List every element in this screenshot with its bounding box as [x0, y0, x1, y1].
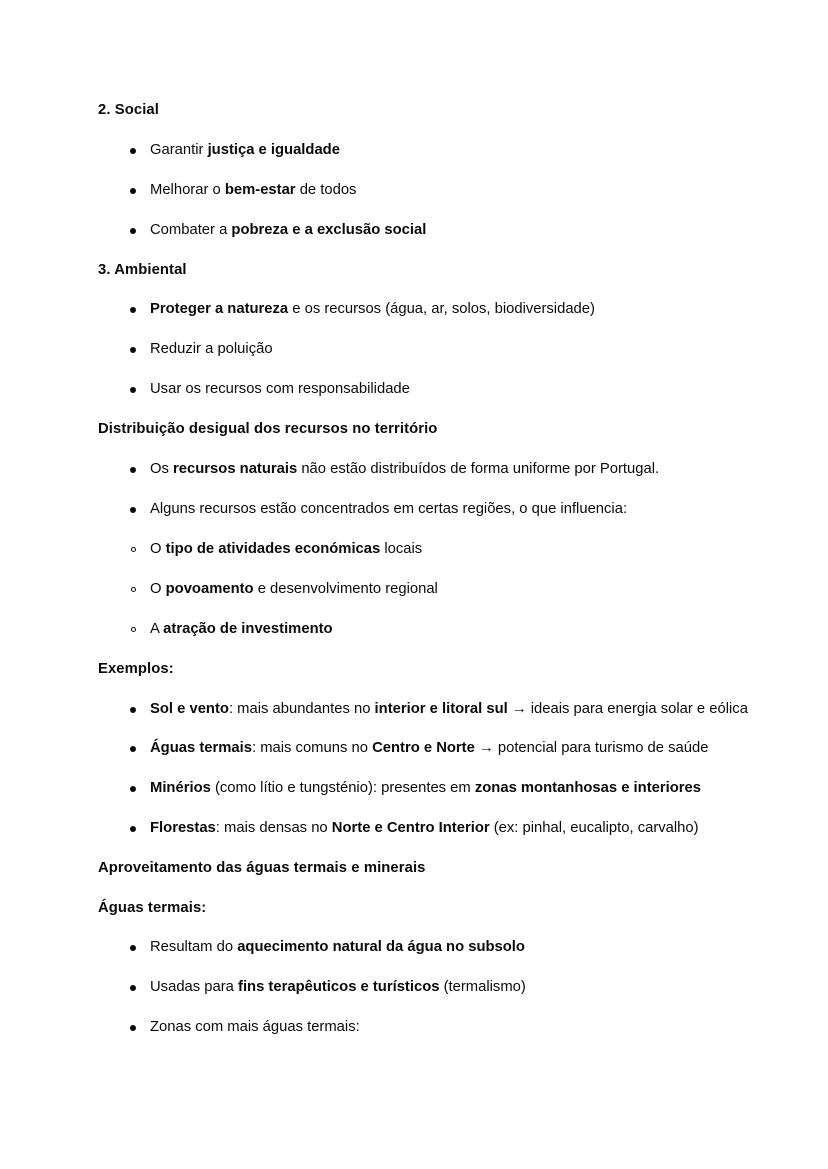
disc-bullet-icon — [130, 507, 136, 513]
emphasis-text: atração de investimento — [163, 621, 333, 638]
vertical-spacer — [98, 400, 768, 419]
plain-text: Combater a — [150, 221, 232, 238]
vertical-spacer — [98, 759, 768, 778]
disc-bullet-icon — [130, 467, 136, 473]
plain-text: → ideais para energia solar e eólica — [507, 700, 748, 717]
section-subheading-aproveitamento: Águas termais: — [98, 899, 207, 916]
vertical-spacer — [98, 918, 768, 937]
disc-bullet-icon — [130, 786, 136, 792]
bullet-list-ambiental — [98, 299, 768, 400]
vertical-spacer — [98, 600, 768, 619]
vertical-spacer — [98, 360, 768, 379]
emphasis-text: Minérios — [150, 779, 211, 796]
vertical-spacer — [98, 320, 768, 339]
emphasis-text: aquecimento natural da água no subsolo — [237, 939, 525, 956]
vertical-spacer — [98, 201, 768, 220]
plain-text: O — [150, 581, 166, 598]
list-item — [98, 738, 768, 759]
list-item-text — [150, 977, 768, 998]
list-item — [98, 1017, 768, 1038]
vertical-spacer — [98, 839, 768, 858]
plain-text: e desenvolvimento regional — [253, 581, 438, 598]
emphasis-text: interior e litoral sul — [374, 700, 508, 717]
vertical-spacer — [98, 799, 768, 818]
list-item — [98, 699, 768, 720]
emphasis-text: Sol e vento — [150, 700, 229, 717]
emphasis-text: Proteger a natureza — [150, 301, 289, 318]
list-item — [98, 220, 768, 241]
list-item-text — [150, 299, 768, 320]
plain-text: Zonas com mais águas termais: — [150, 1019, 360, 1036]
vertical-spacer — [98, 680, 768, 699]
section-heading-distribuicao: Distribuição desigual dos recursos no território — [98, 421, 438, 438]
plain-text: não estão distribuídos de forma uniforme por Portugal. — [297, 461, 660, 478]
list-item-text — [150, 699, 768, 720]
emphasis-text: bem-estar — [224, 181, 296, 198]
circle-bullet-icon — [131, 547, 136, 552]
vertical-spacer — [98, 121, 768, 140]
disc-bullet-icon — [130, 945, 136, 951]
document-body — [98, 100, 768, 1038]
vertical-spacer — [98, 720, 768, 738]
plain-text: : mais abundantes no — [228, 700, 375, 717]
vertical-spacer — [98, 480, 768, 499]
vertical-spacer — [98, 640, 768, 659]
list-item — [98, 499, 768, 520]
emphasis-text: Florestas — [150, 819, 216, 836]
plain-text: (como lítio e tungsténio): presentes em — [210, 779, 475, 796]
vertical-spacer — [98, 241, 768, 260]
emphasis-text: Norte e Centro Interior — [331, 819, 490, 836]
section-heading-exemplos: Exemplos: — [98, 661, 174, 678]
plain-text: (termalismo) — [439, 979, 526, 996]
vertical-spacer — [98, 520, 768, 539]
bullet-list-aproveitamento — [98, 937, 768, 1038]
disc-bullet-icon — [130, 387, 136, 393]
disc-bullet-icon — [130, 347, 136, 353]
list-item — [98, 977, 768, 998]
list-item-text — [150, 459, 768, 480]
circle-bullet-icon — [131, 587, 136, 592]
section-heading-ambiental: 3. Ambiental — [98, 261, 187, 278]
list-item-text — [150, 778, 768, 799]
emphasis-text: povoamento — [165, 581, 254, 598]
list-item-text — [150, 738, 768, 759]
list-item-text — [150, 339, 768, 360]
disc-bullet-icon — [130, 188, 136, 194]
sub-list-item — [98, 539, 768, 560]
vertical-spacer — [98, 280, 768, 299]
vertical-spacer — [98, 161, 768, 180]
plain-text: → potencial para turismo de saúde — [474, 739, 709, 756]
emphasis-text: pobreza e a exclusão social — [231, 221, 427, 238]
plain-text: A — [150, 621, 164, 638]
disc-bullet-icon — [130, 746, 136, 752]
plain-text: Reduzir a poluição — [150, 341, 273, 358]
list-item-text — [150, 220, 768, 241]
list-item — [98, 778, 768, 799]
emphasis-text: justiça e igualdade — [207, 141, 340, 158]
plain-text: Alguns recursos estão concentrados em certas regiões, o que influencia: — [150, 501, 628, 518]
list-item — [98, 299, 768, 320]
plain-text: Garantir — [150, 141, 208, 158]
sub-list-item-text — [150, 619, 768, 640]
vertical-spacer — [98, 998, 768, 1017]
list-item — [98, 937, 768, 958]
plain-text: : mais comuns no — [251, 739, 373, 756]
plain-text: Resultam do — [150, 939, 238, 956]
disc-bullet-icon — [130, 826, 136, 832]
vertical-spacer — [98, 440, 768, 459]
plain-text: locais — [380, 541, 423, 558]
plain-text: de todos — [295, 181, 357, 198]
bullet-list-social — [98, 140, 768, 241]
list-item-text — [150, 140, 768, 161]
disc-bullet-icon — [130, 148, 136, 154]
emphasis-text: zonas montanhosas e interiores — [474, 779, 701, 796]
emphasis-text: fins terapêuticos e turísticos — [238, 979, 440, 996]
plain-text: Usadas para — [150, 979, 239, 996]
disc-bullet-icon — [130, 307, 136, 313]
plain-text: (ex: pinhal, eucalipto, carvalho) — [489, 819, 699, 836]
vertical-spacer — [98, 560, 768, 579]
list-item — [98, 818, 768, 839]
disc-bullet-icon — [130, 228, 136, 234]
disc-bullet-icon — [130, 985, 136, 991]
sub-list-item-text — [150, 539, 768, 560]
list-item-text — [150, 937, 768, 958]
sub-bullet-list-distribuicao — [98, 539, 768, 640]
vertical-spacer — [98, 879, 768, 898]
emphasis-text: Águas termais — [150, 739, 252, 756]
list-item-text — [150, 379, 768, 400]
emphasis-text: Centro e Norte — [372, 739, 475, 756]
list-item — [98, 339, 768, 360]
list-item-text — [150, 180, 768, 201]
list-item — [98, 180, 768, 201]
bullet-list-distribuicao — [98, 459, 768, 520]
circle-bullet-icon — [131, 627, 136, 632]
plain-text: Melhorar o — [150, 181, 225, 198]
list-item-text — [150, 1017, 768, 1038]
disc-bullet-icon — [130, 1025, 136, 1031]
list-item-text — [150, 499, 768, 520]
plain-text: e os recursos (água, ar, solos, biodiversidade) — [288, 301, 595, 318]
plain-text: Os — [150, 461, 174, 478]
list-item-text — [150, 818, 768, 839]
list-item — [98, 459, 768, 480]
list-item — [98, 379, 768, 400]
vertical-spacer — [98, 958, 768, 977]
plain-text: Usar os recursos com responsabilidade — [150, 381, 410, 398]
section-heading-aproveitamento: Aproveitamento das águas termais e minerais — [98, 859, 426, 876]
emphasis-text: tipo de atividades económicas — [165, 541, 381, 558]
plain-text: O — [150, 541, 166, 558]
sub-list-item-text — [150, 579, 768, 600]
disc-bullet-icon — [130, 707, 136, 713]
emphasis-text: recursos naturais — [173, 461, 298, 478]
sub-list-item — [98, 579, 768, 600]
sub-list-item — [98, 619, 768, 640]
plain-text: : mais densas no — [215, 819, 332, 836]
bullet-list-exemplos — [98, 699, 768, 839]
section-heading-social: 2. Social — [98, 102, 159, 118]
list-item — [98, 140, 768, 161]
